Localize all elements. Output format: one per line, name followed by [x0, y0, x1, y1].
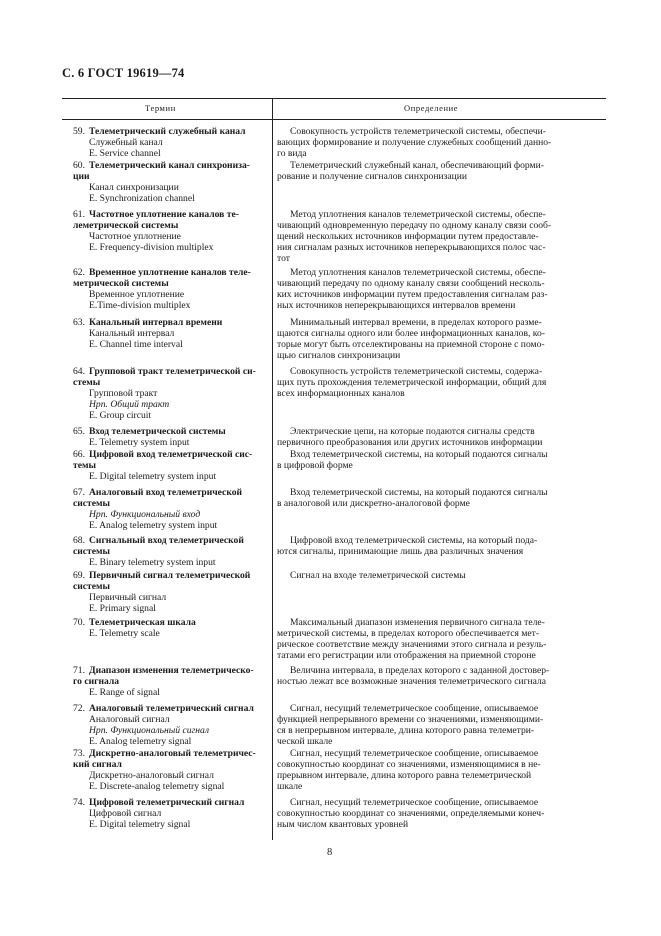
definition-line: Метод уплотнения каналов телеметрической системы, обеспе- — [290, 209, 546, 220]
english-equivalent: E. Frequency-division multiplex — [89, 242, 214, 253]
definition-line: щих путь прохождения телеметрической информации, общий для — [277, 377, 547, 388]
term-label: системы — [73, 581, 111, 592]
definition-line: тот — [277, 253, 290, 264]
synonym: Частотное уплотнение — [89, 231, 181, 242]
term-label: Телеметрическая шкала — [89, 617, 196, 628]
term-label: Аналоговый вход телеметрической — [89, 487, 243, 498]
english-equivalent: E. Primary signal — [89, 603, 156, 614]
term-label: системы — [73, 498, 111, 509]
term-label: Временное уплотнение каналов теле- — [89, 267, 251, 278]
definition-line: Телеметрический служебный канал, обеспечивающий форми- — [290, 160, 544, 171]
definition-line: Сигнал на входе телеметрической системы — [290, 570, 466, 581]
term-label: Аналоговый телеметрический сигнал — [89, 703, 254, 714]
definition-line: вающих формирование и получение служебных сообщений данно- — [277, 137, 552, 148]
english-equivalent: E. Analog telemetry signal — [89, 736, 192, 747]
synonym: Служебный канал — [89, 137, 163, 148]
definition-line: чивающий передачу по одному каналу связи сообщений несколь- — [277, 278, 545, 289]
term-label: Телеметрический служебный канал — [89, 126, 246, 137]
synonym: Групповой тракт — [89, 388, 158, 399]
term-label: Дискретно-аналоговый телеметричес- — [89, 748, 256, 759]
column-separator — [272, 98, 273, 840]
definition-line: ностью лежат все возможные значения телеметрического сигнала — [277, 676, 547, 687]
definition-line: ных источников неперекрывающихся интервалов времени — [277, 300, 516, 311]
entry-number: 64. — [73, 366, 85, 377]
english-equivalent: E. Channel time interval — [89, 339, 183, 350]
synonym: Временное уплотнение — [89, 289, 185, 300]
definition-line: Максимальный диапазон изменения первичного сигнала теле- — [290, 617, 545, 628]
term-label: кий сигнал — [73, 759, 122, 770]
entry-number: 65. — [73, 426, 85, 437]
entry-number: 69. — [73, 570, 85, 581]
entry-number: 72. — [73, 703, 85, 714]
definition-line: функцией непрерывного времени со значениями, изменяющими- — [277, 714, 544, 725]
definition-line: щений нескольких источников информации путем предоставле- — [277, 231, 539, 242]
term-label: Первичный сигнал телеметрической — [89, 570, 251, 581]
definition-line: ческой шкале — [277, 736, 333, 747]
definition-line: рическое соответствие между значениями этого сигнала и резуль- — [277, 639, 547, 650]
english-equivalent: E. Analog telemetry system input — [89, 520, 218, 531]
definition-line: татами его регистрации или отображения на приемной стороне — [277, 650, 536, 661]
entry-number: 66. — [73, 449, 85, 460]
term-label: Частотное уплотнение каналов те- — [89, 209, 239, 220]
entry-number: 63. — [73, 317, 85, 328]
definition-line: Совокупность устройств телеметрической системы, обеспечи- — [290, 126, 546, 137]
entry-number: 74. — [73, 797, 85, 808]
term-label: Диапазон изменения телеметрическо- — [89, 665, 254, 676]
definition-line: Электрические цепи, на которые подаются сигналы средств — [290, 426, 535, 437]
definition-line: прерывном интервале, длина которого равна телеметрической — [277, 770, 532, 781]
english-equivalent: E. Telemetry system input — [89, 437, 190, 448]
term-label: Вход телеметрической системы — [89, 426, 226, 437]
page-number: 8 — [327, 847, 333, 858]
definition-line: Сигнал, несущий телеметрическое сообщение, описываемое — [290, 797, 539, 808]
term-label: Телеметрический канал синхрониза- — [89, 160, 250, 171]
english-equivalent: E. Discrete-analog telemetry signal — [89, 781, 225, 792]
term-label: Цифровой телеметрический сигнал — [89, 797, 245, 808]
synonym: Канал синхронизации — [89, 182, 179, 193]
definition-line: Сигнал, несущий телеметрическое сообщение, описываемое — [290, 703, 539, 714]
definition-line: Минимальный интервал времени, в пределах которого разме- — [290, 317, 542, 328]
entry-number: 73. — [73, 748, 85, 759]
definition-line: совокупностью координат со значениями, изменяющимися в не- — [277, 759, 541, 770]
english-equivalent: E. Digital telemetry signal — [89, 819, 191, 830]
english-equivalent: E. Binary telemetry system input — [89, 557, 216, 568]
term-label: стемы — [73, 377, 101, 388]
english-equivalent: E. Service channel — [89, 148, 161, 159]
definition-line: всех информационных каналов — [277, 388, 405, 399]
term-label: го сигнала — [73, 676, 120, 687]
term-label: Канальный интервал времени — [89, 317, 223, 328]
term-label: метрической системы — [73, 278, 169, 289]
definition-line: Вход телеметрической системы, на который подаются сигналы — [290, 487, 548, 498]
definition-line: ния сигналам разных источников неперекрывающихся полос час- — [277, 242, 546, 253]
definition-line: совокупностью координат со значениями, определяемыми конеч- — [277, 808, 545, 819]
english-equivalent: E. Telemetry scale — [89, 628, 160, 639]
definition-line: чивающий одновременную передачу по одному каналу связи сооб- — [277, 220, 552, 231]
definition-line: торые могут быть отселектированы на приемной стороне с помо- — [277, 339, 545, 350]
definition-line: шкале — [277, 781, 303, 792]
definition-line: ным числом квантовых уровней — [277, 819, 409, 830]
definition-line: в аналоговой или дискретно-аналоговой форме — [277, 498, 470, 509]
english-equivalent: E. Group circuit — [89, 410, 152, 421]
definition-line: ких источников информации путем предоставления сигналам раз- — [277, 289, 548, 300]
definition-line: Цифровой вход телеметрической системы, на который пода- — [290, 535, 538, 546]
definition-line: рование и получение сигналов синхронизации — [277, 171, 468, 182]
definition-line: го вида — [277, 148, 307, 159]
nonpreferred-term: Нрп. Общий тракт — [89, 399, 170, 410]
synonym: Аналоговый сигнал — [89, 714, 170, 725]
definition-line: Метод уплотнения каналов телеметрической системы, обеспе- — [290, 267, 546, 278]
entry-number: 68. — [73, 535, 85, 546]
entry-number: 59. — [73, 126, 85, 137]
term-label: системы — [73, 546, 111, 557]
english-equivalent: E.Time-division multiplex — [89, 300, 191, 311]
term-label: темы — [73, 460, 96, 471]
definition-line: Совокупность устройств телеметрической системы, содержа- — [290, 366, 543, 377]
entry-number: 60. — [73, 160, 85, 171]
column-header-definition: Определение — [404, 103, 459, 113]
synonym: Цифровой сигнал — [89, 808, 162, 819]
entry-number: 71. — [73, 665, 85, 676]
table-top-rule — [62, 98, 606, 99]
synonym: Канальный интервал — [89, 328, 175, 339]
entry-number: 70. — [73, 617, 85, 628]
nonpreferred-term: Нрп. Функциональный вход — [89, 509, 201, 520]
synonym: Дискретно-аналоговый сигнал — [89, 770, 214, 781]
english-equivalent: E. Synchronization channel — [89, 193, 195, 204]
definition-line: Сигнал, несущий телеметрическое сообщение, описываемое — [290, 748, 539, 759]
term-label: ции — [73, 171, 90, 182]
definition-line: ся в непрерывном интервале, длина которого равна телеметри- — [277, 725, 535, 736]
definition-line: первичного преобразования или других источников информации — [277, 437, 543, 448]
term-label: Групповой тракт телеметрической си- — [89, 366, 256, 377]
definition-line: щью сигналов синхронизации — [277, 350, 401, 361]
definition-line: Величина интервала, в пределах которого с заданной достовер- — [290, 665, 550, 676]
page-header: С. 6 ГОСТ 19619—74 — [62, 66, 185, 80]
term-label: леметрической системы — [73, 220, 179, 231]
definition-line: щаются сигналы одного или более информационных каналов, ко- — [277, 328, 545, 339]
table-header-rule — [62, 119, 606, 120]
definition-line: Вход телеметрической системы, на который подаются сигналы — [290, 449, 548, 460]
english-equivalent: E. Digital telemetry system input — [89, 471, 217, 482]
definition-line: метрической системы, в пределах которого обеспечивается мет- — [277, 628, 540, 639]
definition-line: ются сигналы, принимающие лишь два различных значения — [277, 546, 524, 557]
term-label: Сигнальный вход телеметрической — [89, 535, 244, 546]
entry-number: 67. — [73, 487, 85, 498]
synonym: Первичный сигнал — [89, 592, 167, 603]
nonpreferred-term: Нрп. Функциональный сигнал — [89, 725, 210, 736]
column-header-term: Термин — [145, 103, 176, 113]
definition-line: в цифровой форме — [277, 460, 353, 471]
entry-number: 62. — [73, 267, 85, 278]
english-equivalent: E. Range of signal — [89, 687, 160, 698]
term-label: Цифровой вход телеметрической сис- — [89, 449, 253, 460]
entry-number: 61. — [73, 209, 85, 220]
